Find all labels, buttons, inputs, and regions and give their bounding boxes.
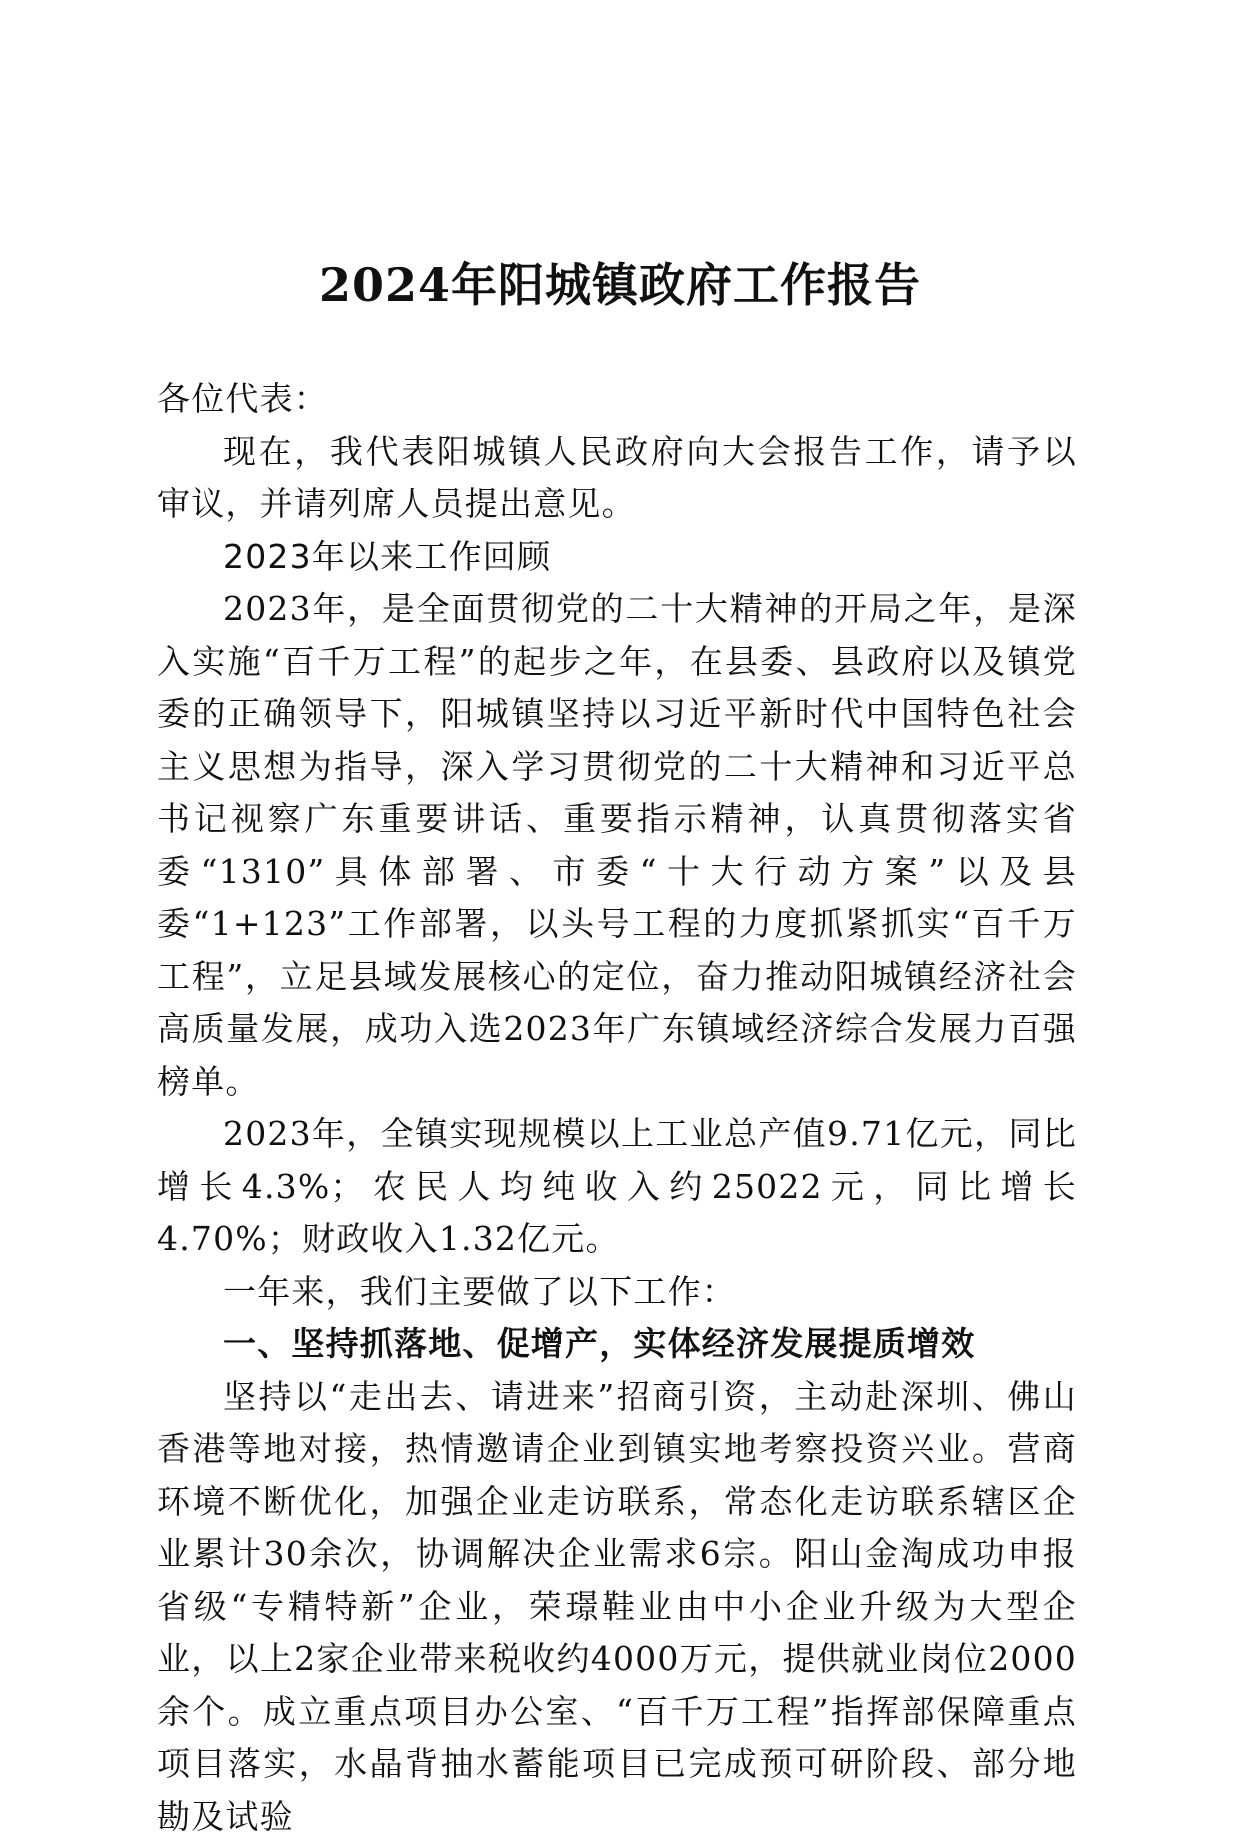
investment-paragraph: 坚持以“走出去、请进来”招商引资，主动赴深圳、佛山香港等地对接，热情邀请企业到镇实地考察投资兴业。营商环境不断优化，加强企业走访联系，常态化走访联系辖区企业累计30余次，协调解决企业需求6宗。阳山金淘成功申报省级“专精特新”企业，荣璟鞋业由中小企业升级为大型企业，以上2家企业带来税收约4000万元，提供就业岗位2000余个。成立重点项目办公室、“百千万工程”指挥部保障重点项目落实，水晶背抽水蓄能项目已完成预可研阶段、部分地勘及试验 (157, 1371, 1077, 1843)
review-paragraph: 2023年，是全面贯彻党的二十大精神的开局之年，是深入实施“百千万工程”的起步之年，在县委、县政府以及镇党委的正确领导下，阳城镇坚持以习近平新时代中国特色社会主义思想为指导，深入学习贯彻党的二十大精神和习近平总书记视察广东重要讲话、重要指示精神，认真贯彻落实省委“1310”具体部署、市委“十大行动方案”以及县委“1+123”工作部署，以头号工程的力度抓紧抓实“百千万工程”，立足县域发展核心的定位，奋力推动阳城镇经济社会高质量发展，成功入选2023年广东镇域经济综合发展力百强榜单。 (157, 583, 1077, 1108)
document-title: 2024年阳城镇政府工作报告 (0, 255, 1240, 315)
work-summary-intro: 一年来，我们主要做了以下工作： (157, 1266, 1077, 1319)
section-heading-1: 一、坚持抓落地、促增产，实体经济发展提质增效 (157, 1318, 1077, 1371)
intro-paragraph: 现在，我代表阳城镇人民政府向大会报告工作，请予以审议，并请列席人员提出意见。 (157, 426, 1077, 531)
statistics-paragraph: 2023年，全镇实现规模以上工业总产值9.71亿元，同比增长4.3%；农民人均纯收入约25022元，同比增长4.70%；财政收入1.32亿元。 (157, 1108, 1077, 1266)
salutation: 各位代表： (157, 373, 1077, 426)
document-body (157, 373, 1077, 1843)
section-review-heading: 2023年以来工作回顾 (157, 531, 1077, 584)
